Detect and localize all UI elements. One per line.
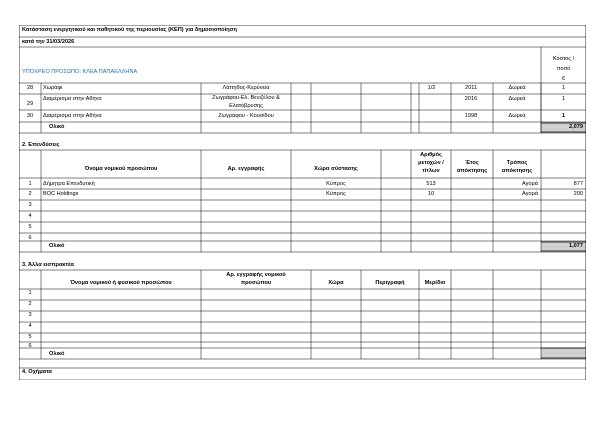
col-header-method-line2: απόκτησης bbox=[501, 168, 533, 174]
row-number: 28 bbox=[26, 85, 34, 91]
col-header-registration-line2: προσώπου bbox=[240, 280, 272, 286]
row-number: 5 bbox=[28, 334, 32, 340]
col-header-registration-line1: Αρ. εγγραφής νομικού bbox=[226, 272, 286, 278]
investment-value: 877 bbox=[573, 181, 583, 187]
row-number: 1 bbox=[28, 290, 32, 296]
section4-heading: 4. Οχήματα bbox=[22, 369, 52, 375]
acquisition-method: Αγορά bbox=[522, 181, 538, 187]
col-header-share: Μερίδιο bbox=[424, 280, 446, 286]
cost-header-line3: € bbox=[561, 76, 566, 82]
declaration-sheet bbox=[19, 25, 586, 380]
company-name: BOC Holdings bbox=[43, 191, 79, 197]
row-number: 1 bbox=[28, 181, 32, 187]
company-country: Κύπρος bbox=[326, 181, 346, 187]
col-header-company-name: Όνομα νομικού προσώπου bbox=[84, 166, 158, 172]
share-count: 513 bbox=[426, 181, 436, 187]
col-header-shares-line2: μετοχών / bbox=[418, 160, 444, 166]
row-number: 2 bbox=[28, 191, 32, 197]
acquisition-method: Δωρεά bbox=[508, 113, 526, 119]
company-name: Δήμητρα Επενδυτική bbox=[43, 181, 95, 187]
col-header-person-name: Όνομα νομικού ή φυσικού προσώπου bbox=[70, 280, 172, 286]
asset-cost: 1 bbox=[561, 96, 566, 102]
col-header-year-line2: απόκτησης bbox=[456, 168, 488, 174]
table-grid bbox=[19, 25, 586, 380]
col-header-country: Χώρα bbox=[328, 280, 344, 286]
asset-location: Λάπηθος-Κερύνεια bbox=[222, 85, 270, 91]
section3-heading: 3. Άλλα εισπρακτέα bbox=[22, 262, 74, 268]
row-number: 4 bbox=[28, 213, 32, 219]
acquisition-method: Αγορά bbox=[522, 191, 538, 197]
row-number: 6 bbox=[28, 235, 32, 241]
col-header-shares-line1: Αριθμός bbox=[420, 152, 442, 158]
asset-location: Ζωγράφου - Κουσίδου bbox=[218, 113, 274, 119]
investment-value: 200 bbox=[573, 191, 583, 197]
asset-cost: 1 bbox=[561, 113, 566, 119]
section1-total-label: Ολικό bbox=[49, 124, 65, 130]
document-date: κατά την 31/03/2026 bbox=[22, 39, 75, 45]
section1-total-value: 2,079 bbox=[569, 124, 583, 130]
row-number: 3 bbox=[28, 202, 32, 208]
col-header-description: Περιγραφή bbox=[375, 280, 405, 286]
section2-heading: 2. Επενδύσεις bbox=[22, 142, 60, 148]
asset-type: Διαμέρισμα στην Αθήνα bbox=[43, 113, 102, 119]
acquisition-year: 2011 bbox=[464, 85, 478, 91]
asset-type: Διαμέρισμα στην Αθήνα bbox=[43, 96, 102, 102]
row-number: 29 bbox=[26, 101, 34, 107]
acquisition-year: 2016 bbox=[464, 96, 478, 102]
obligated-person-label: ΥΠΟΧΡΕΟ ΠΡΟΣΩΠΟ: ΚΛΕΑ ΠΑΠΑΕΛΛΗΝΑ bbox=[22, 69, 138, 75]
row-number: 3 bbox=[28, 312, 32, 318]
share-count: 10 bbox=[427, 191, 435, 197]
asset-cost: 1 bbox=[561, 85, 566, 91]
section2-total-label: Ολικό bbox=[49, 243, 65, 249]
company-country: Κύπρος bbox=[326, 191, 346, 197]
section3-total-label: Ολικό bbox=[49, 351, 65, 357]
acquisition-method: Δωρεά bbox=[508, 85, 526, 91]
col-header-country: Χώρα σύστασης bbox=[314, 166, 358, 172]
row-number: 4 bbox=[28, 323, 32, 329]
asset-location: Ζωγράφου-Ελ. Βενιζέλου & bbox=[212, 95, 280, 101]
row-number: 5 bbox=[28, 224, 32, 230]
row-number: 6 bbox=[28, 343, 32, 349]
col-header-registration: Αρ. εγγραφής bbox=[227, 166, 265, 172]
asset-type: Χωράφι bbox=[43, 85, 63, 91]
cost-header-line1: Κόστος / bbox=[552, 56, 575, 62]
asset-share: 1/2 bbox=[427, 85, 436, 91]
col-header-method-line1: Τρόπος bbox=[506, 160, 528, 166]
total-cell-fill bbox=[541, 348, 586, 358]
acquisition-method: Δωρεά bbox=[508, 96, 526, 102]
acquisition-year: 1998 bbox=[464, 113, 478, 119]
row-number: 30 bbox=[26, 113, 34, 119]
col-header-year-line1: Έτος bbox=[465, 160, 479, 166]
asset-location-line2: Ελατόβρυσης bbox=[229, 103, 263, 109]
cost-header-line2: ποσό bbox=[556, 66, 571, 72]
row-number: 2 bbox=[28, 301, 32, 307]
col-header-shares-line3: τίτλων bbox=[422, 168, 440, 174]
section2-total-value: 1,077 bbox=[569, 243, 583, 249]
document-title: Κατάσταση ενεργητικού και παθητικού της περιουσίας (ΚΕΠ) για δημοσιοποίηση bbox=[22, 27, 237, 33]
